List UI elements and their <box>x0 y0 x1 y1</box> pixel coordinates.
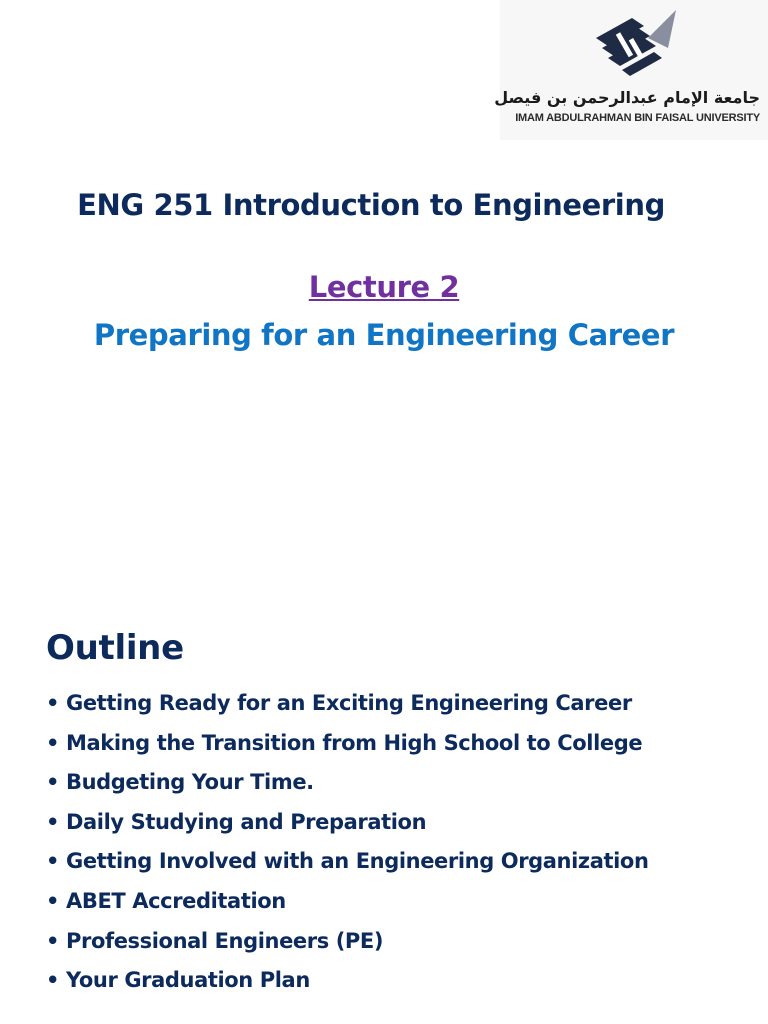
bullet-icon: • <box>46 928 60 953</box>
outline-item-text: ABET Accreditation <box>66 888 286 913</box>
lecture-title: Preparing for an Engineering Career <box>93 318 675 352</box>
outline-item-text: Budgeting Your Time. <box>66 770 314 795</box>
bullet-icon: • <box>46 730 60 755</box>
outline-item <box>46 767 649 807</box>
university-name-arabic: جامعة الإمام عبدالرحمن بن فيصل <box>494 88 760 107</box>
outline-item-text: Getting Ready for an Exciting Engineering Career <box>66 691 632 715</box>
university-name-english: IMAM ABDULRAHMAN BIN FAISAL UNIVERSITY <box>515 112 760 124</box>
bullet-icon: • <box>46 691 60 715</box>
course-title: ENG 251 Introduction to Engineering <box>77 188 665 222</box>
outline-item-text: Your Graduation Plan <box>66 968 310 993</box>
bullet-icon: • <box>46 968 60 993</box>
outline-item-text: Getting Involved with an Engineering Organization <box>66 849 649 874</box>
bullet-icon: • <box>46 809 60 834</box>
outline-item <box>46 846 649 886</box>
outline-item <box>46 926 649 966</box>
outline-list <box>46 688 649 1005</box>
outline-item-text: Daily Studying and Preparation <box>66 809 427 834</box>
outline-item <box>46 728 649 768</box>
bullet-icon: • <box>46 770 60 795</box>
outline-heading: Outline <box>46 628 184 668</box>
outline-item-text: Making the Transition from High School to College <box>66 730 643 755</box>
university-logo <box>494 0 768 140</box>
outline-item-text: Professional Engineers (PE) <box>66 928 384 953</box>
university-emblem-icon <box>592 8 682 82</box>
outline-item <box>46 965 649 1005</box>
bullet-icon: • <box>46 849 60 874</box>
outline-item <box>46 807 649 847</box>
lecture-number: Lecture 2 <box>308 270 460 304</box>
outline-item <box>46 886 649 926</box>
bullet-icon: • <box>46 888 60 913</box>
outline-item <box>46 688 649 728</box>
